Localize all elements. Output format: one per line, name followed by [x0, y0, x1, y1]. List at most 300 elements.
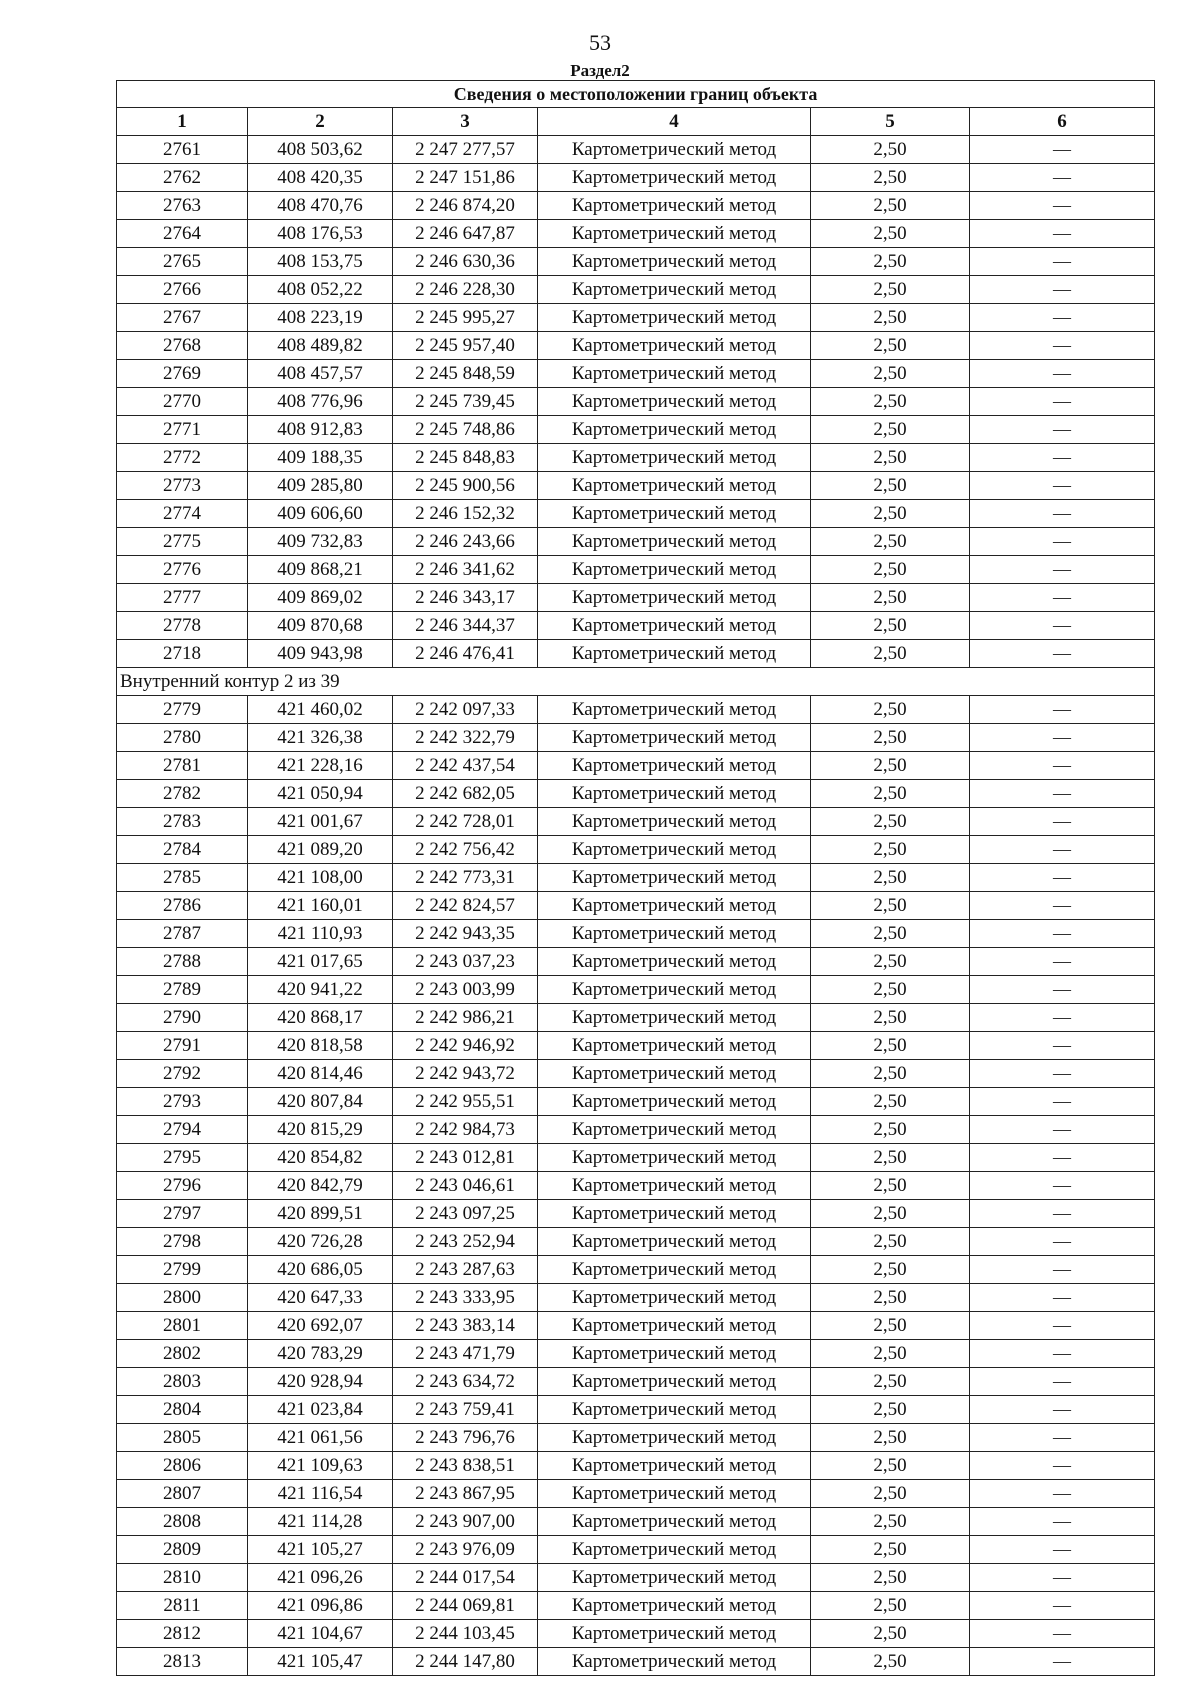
point-number-cell: 2793: [117, 1088, 248, 1116]
x-coordinate-cell: 409 188,35: [248, 444, 393, 472]
point-number-cell: 2765: [117, 248, 248, 276]
accuracy-cell: 2,50: [811, 864, 970, 892]
method-cell: Картометрический метод: [538, 808, 811, 836]
point-number-cell: 2780: [117, 724, 248, 752]
table-row: [117, 752, 1155, 780]
table-row: [117, 1284, 1155, 1312]
accuracy-cell: 2,50: [811, 696, 970, 724]
table-row: [117, 1536, 1155, 1564]
accuracy-cell: 2,50: [811, 1256, 970, 1284]
x-coordinate-cell: 420 818,58: [248, 1032, 393, 1060]
y-coordinate-cell: 2 242 943,35: [393, 920, 538, 948]
method-cell: Картометрический метод: [538, 920, 811, 948]
point-number-cell: 2764: [117, 220, 248, 248]
point-number-cell: 2771: [117, 416, 248, 444]
y-coordinate-cell: 2 243 287,63: [393, 1256, 538, 1284]
x-coordinate-cell: 420 842,79: [248, 1172, 393, 1200]
table-row: [117, 360, 1155, 388]
accuracy-cell: 2,50: [811, 640, 970, 668]
y-coordinate-cell: 2 242 322,79: [393, 724, 538, 752]
y-coordinate-cell: 2 242 824,57: [393, 892, 538, 920]
y-coordinate-cell: 2 245 748,86: [393, 416, 538, 444]
table-row: [117, 1200, 1155, 1228]
point-number-cell: 2774: [117, 500, 248, 528]
description-cell: —: [970, 1536, 1155, 1564]
point-number-cell: 2810: [117, 1564, 248, 1592]
point-number-cell: 2775: [117, 528, 248, 556]
table-row: [117, 276, 1155, 304]
point-number-cell: 2768: [117, 332, 248, 360]
accuracy-cell: 2,50: [811, 1648, 970, 1676]
y-coordinate-cell: 2 243 634,72: [393, 1368, 538, 1396]
y-coordinate-cell: 2 245 848,83: [393, 444, 538, 472]
x-coordinate-cell: 420 692,07: [248, 1312, 393, 1340]
accuracy-cell: 2,50: [811, 192, 970, 220]
point-number-cell: 2795: [117, 1144, 248, 1172]
method-cell: Картометрический метод: [538, 752, 811, 780]
point-number-cell: 2783: [117, 808, 248, 836]
description-cell: —: [970, 1088, 1155, 1116]
y-coordinate-cell: 2 245 739,45: [393, 388, 538, 416]
point-number-cell: 2813: [117, 1648, 248, 1676]
y-coordinate-cell: 2 244 103,45: [393, 1620, 538, 1648]
point-number-cell: 2781: [117, 752, 248, 780]
point-number-cell: 2802: [117, 1340, 248, 1368]
x-coordinate-cell: 421 023,84: [248, 1396, 393, 1424]
x-coordinate-cell: 420 868,17: [248, 1004, 393, 1032]
table-row: [117, 1480, 1155, 1508]
table-caption-row: [117, 81, 1155, 108]
table-row: [117, 1088, 1155, 1116]
description-cell: —: [970, 1396, 1155, 1424]
x-coordinate-cell: 421 096,26: [248, 1564, 393, 1592]
accuracy-cell: 2,50: [811, 332, 970, 360]
x-coordinate-cell: 421 160,01: [248, 892, 393, 920]
accuracy-cell: 2,50: [811, 1340, 970, 1368]
method-cell: Картометрический метод: [538, 136, 811, 164]
method-cell: Картометрический метод: [538, 724, 811, 752]
table-row: [117, 1452, 1155, 1480]
description-cell: —: [970, 248, 1155, 276]
point-number-cell: 2796: [117, 1172, 248, 1200]
accuracy-cell: 2,50: [811, 528, 970, 556]
method-cell: Картометрический метод: [538, 276, 811, 304]
accuracy-cell: 2,50: [811, 1116, 970, 1144]
point-number-cell: 2811: [117, 1592, 248, 1620]
description-cell: —: [970, 1144, 1155, 1172]
point-number-cell: 2792: [117, 1060, 248, 1088]
accuracy-cell: 2,50: [811, 500, 970, 528]
table-row: [117, 1368, 1155, 1396]
accuracy-cell: 2,50: [811, 808, 970, 836]
point-number-cell: 2798: [117, 1228, 248, 1256]
method-cell: Картометрический метод: [538, 1620, 811, 1648]
description-cell: —: [970, 1284, 1155, 1312]
description-cell: —: [970, 836, 1155, 864]
point-number-cell: 2790: [117, 1004, 248, 1032]
description-cell: —: [970, 360, 1155, 388]
y-coordinate-cell: 2 243 383,14: [393, 1312, 538, 1340]
accuracy-cell: 2,50: [811, 1144, 970, 1172]
point-number-cell: 2808: [117, 1508, 248, 1536]
accuracy-cell: 2,50: [811, 472, 970, 500]
x-coordinate-cell: 421 050,94: [248, 780, 393, 808]
description-cell: —: [970, 612, 1155, 640]
description-cell: —: [970, 892, 1155, 920]
column-header: 5: [811, 108, 970, 136]
y-coordinate-cell: 2 245 848,59: [393, 360, 538, 388]
description-cell: —: [970, 528, 1155, 556]
point-number-cell: 2777: [117, 584, 248, 612]
description-cell: —: [970, 472, 1155, 500]
y-coordinate-cell: 2 242 437,54: [393, 752, 538, 780]
point-number-cell: 2788: [117, 948, 248, 976]
method-cell: Картометрический метод: [538, 836, 811, 864]
x-coordinate-cell: 420 899,51: [248, 1200, 393, 1228]
description-cell: —: [970, 1340, 1155, 1368]
coordinates-table: [116, 80, 1155, 1676]
point-number-cell: 2787: [117, 920, 248, 948]
table-row: [117, 472, 1155, 500]
point-number-cell: 2786: [117, 892, 248, 920]
accuracy-cell: 2,50: [811, 1396, 970, 1424]
description-cell: —: [970, 780, 1155, 808]
y-coordinate-cell: 2 243 867,95: [393, 1480, 538, 1508]
table-row: [117, 1256, 1155, 1284]
accuracy-cell: 2,50: [811, 1284, 970, 1312]
y-coordinate-cell: 2 245 900,56: [393, 472, 538, 500]
table-row: [117, 1228, 1155, 1256]
point-number-cell: 2762: [117, 164, 248, 192]
accuracy-cell: 2,50: [811, 920, 970, 948]
method-cell: Картометрический метод: [538, 248, 811, 276]
method-cell: Картометрический метод: [538, 1340, 811, 1368]
x-coordinate-cell: 421 114,28: [248, 1508, 393, 1536]
accuracy-cell: 2,50: [811, 752, 970, 780]
x-coordinate-cell: 421 116,54: [248, 1480, 393, 1508]
method-cell: Картометрический метод: [538, 976, 811, 1004]
method-cell: Картометрический метод: [538, 1480, 811, 1508]
table-row: [117, 1592, 1155, 1620]
accuracy-cell: 2,50: [811, 1004, 970, 1032]
table-row: [117, 444, 1155, 472]
method-cell: Картометрический метод: [538, 1256, 811, 1284]
x-coordinate-cell: 408 503,62: [248, 136, 393, 164]
point-number-cell: 2776: [117, 556, 248, 584]
x-coordinate-cell: 421 017,65: [248, 948, 393, 976]
point-number-cell: 2772: [117, 444, 248, 472]
x-coordinate-cell: 420 647,33: [248, 1284, 393, 1312]
description-cell: —: [970, 864, 1155, 892]
contour-label-row: [117, 668, 1155, 696]
method-cell: Картометрический метод: [538, 444, 811, 472]
table-row: [117, 1312, 1155, 1340]
table-row: [117, 976, 1155, 1004]
table-row: [117, 892, 1155, 920]
point-number-cell: 2779: [117, 696, 248, 724]
table-row: [117, 1032, 1155, 1060]
description-cell: —: [970, 696, 1155, 724]
table-row: [117, 1004, 1155, 1032]
method-cell: Картометрический метод: [538, 1200, 811, 1228]
point-number-cell: 2782: [117, 780, 248, 808]
x-coordinate-cell: 421 105,27: [248, 1536, 393, 1564]
accuracy-cell: 2,50: [811, 136, 970, 164]
table-row: [117, 1508, 1155, 1536]
method-cell: Картометрический метод: [538, 472, 811, 500]
y-coordinate-cell: 2 243 976,09: [393, 1536, 538, 1564]
description-cell: —: [970, 388, 1155, 416]
x-coordinate-cell: 409 606,60: [248, 500, 393, 528]
table-row: [117, 1648, 1155, 1676]
x-coordinate-cell: 420 928,94: [248, 1368, 393, 1396]
method-cell: Картометрический метод: [538, 1648, 811, 1676]
contour-label: Внутренний контур 2 из 39: [117, 668, 1155, 696]
point-number-cell: 2800: [117, 1284, 248, 1312]
x-coordinate-cell: 421 096,86: [248, 1592, 393, 1620]
method-cell: Картометрический метод: [538, 220, 811, 248]
table-row: [117, 696, 1155, 724]
description-cell: —: [970, 808, 1155, 836]
table-row: [117, 220, 1155, 248]
accuracy-cell: 2,50: [811, 724, 970, 752]
method-cell: Картометрический метод: [538, 388, 811, 416]
description-cell: —: [970, 136, 1155, 164]
accuracy-cell: 2,50: [811, 1172, 970, 1200]
point-number-cell: 2767: [117, 304, 248, 332]
y-coordinate-cell: 2 243 796,76: [393, 1424, 538, 1452]
y-coordinate-cell: 2 244 147,80: [393, 1648, 538, 1676]
accuracy-cell: 2,50: [811, 612, 970, 640]
table-row: [117, 416, 1155, 444]
y-coordinate-cell: 2 246 341,62: [393, 556, 538, 584]
table-row: [117, 500, 1155, 528]
description-cell: —: [970, 724, 1155, 752]
x-coordinate-cell: 420 726,28: [248, 1228, 393, 1256]
description-cell: —: [970, 444, 1155, 472]
method-cell: Картометрический метод: [538, 696, 811, 724]
y-coordinate-cell: 2 243 907,00: [393, 1508, 538, 1536]
x-coordinate-cell: 408 912,83: [248, 416, 393, 444]
method-cell: Картометрический метод: [538, 584, 811, 612]
description-cell: —: [970, 1312, 1155, 1340]
table-row: [117, 808, 1155, 836]
y-coordinate-cell: 2 243 012,81: [393, 1144, 538, 1172]
x-coordinate-cell: 421 326,38: [248, 724, 393, 752]
accuracy-cell: 2,50: [811, 780, 970, 808]
table-row: [117, 164, 1155, 192]
x-coordinate-cell: 420 815,29: [248, 1116, 393, 1144]
x-coordinate-cell: 408 776,96: [248, 388, 393, 416]
y-coordinate-cell: 2 243 471,79: [393, 1340, 538, 1368]
x-coordinate-cell: 408 153,75: [248, 248, 393, 276]
x-coordinate-cell: 420 686,05: [248, 1256, 393, 1284]
point-number-cell: 2809: [117, 1536, 248, 1564]
x-coordinate-cell: 409 869,02: [248, 584, 393, 612]
method-cell: Картометрический метод: [538, 1396, 811, 1424]
method-cell: Картометрический метод: [538, 1424, 811, 1452]
column-header: 6: [970, 108, 1155, 136]
method-cell: Картометрический метод: [538, 1060, 811, 1088]
method-cell: Картометрический метод: [538, 892, 811, 920]
accuracy-cell: 2,50: [811, 1060, 970, 1088]
method-cell: Картометрический метод: [538, 1312, 811, 1340]
description-cell: —: [970, 948, 1155, 976]
table-row: [117, 332, 1155, 360]
description-cell: —: [970, 1004, 1155, 1032]
method-cell: Картометрический метод: [538, 612, 811, 640]
y-coordinate-cell: 2 242 984,73: [393, 1116, 538, 1144]
accuracy-cell: 2,50: [811, 220, 970, 248]
accuracy-cell: 2,50: [811, 1536, 970, 1564]
y-coordinate-cell: 2 242 728,01: [393, 808, 538, 836]
table-row: [117, 864, 1155, 892]
point-number-cell: 2761: [117, 136, 248, 164]
y-coordinate-cell: 2 243 097,25: [393, 1200, 538, 1228]
description-cell: —: [970, 920, 1155, 948]
table-row: [117, 528, 1155, 556]
method-cell: Картометрический метод: [538, 1032, 811, 1060]
table-body: [117, 136, 1155, 1676]
point-number-cell: 2803: [117, 1368, 248, 1396]
y-coordinate-cell: 2 243 046,61: [393, 1172, 538, 1200]
column-header: 1: [117, 108, 248, 136]
table-row: [117, 556, 1155, 584]
x-coordinate-cell: 421 108,00: [248, 864, 393, 892]
method-cell: Картометрический метод: [538, 1592, 811, 1620]
y-coordinate-cell: 2 246 476,41: [393, 640, 538, 668]
point-number-cell: 2804: [117, 1396, 248, 1424]
method-cell: Картометрический метод: [538, 1536, 811, 1564]
point-number-cell: 2773: [117, 472, 248, 500]
x-coordinate-cell: 409 870,68: [248, 612, 393, 640]
y-coordinate-cell: 2 242 955,51: [393, 1088, 538, 1116]
y-coordinate-cell: 2 246 343,17: [393, 584, 538, 612]
accuracy-cell: 2,50: [811, 360, 970, 388]
method-cell: Картометрический метод: [538, 1172, 811, 1200]
description-cell: —: [970, 1228, 1155, 1256]
method-cell: Картометрический метод: [538, 780, 811, 808]
description-cell: —: [970, 1508, 1155, 1536]
y-coordinate-cell: 2 246 630,36: [393, 248, 538, 276]
column-header: 2: [248, 108, 393, 136]
y-coordinate-cell: 2 246 243,66: [393, 528, 538, 556]
x-coordinate-cell: 421 104,67: [248, 1620, 393, 1648]
point-number-cell: 2807: [117, 1480, 248, 1508]
accuracy-cell: 2,50: [811, 276, 970, 304]
y-coordinate-cell: 2 247 151,86: [393, 164, 538, 192]
accuracy-cell: 2,50: [811, 1424, 970, 1452]
table-row: [117, 1060, 1155, 1088]
point-number-cell: 2794: [117, 1116, 248, 1144]
table-row: [117, 640, 1155, 668]
y-coordinate-cell: 2 242 946,92: [393, 1032, 538, 1060]
table-row: [117, 836, 1155, 864]
x-coordinate-cell: 408 420,35: [248, 164, 393, 192]
section-title: Раздел2: [570, 61, 630, 80]
method-cell: Картометрический метод: [538, 192, 811, 220]
x-coordinate-cell: 409 732,83: [248, 528, 393, 556]
description-cell: —: [970, 1256, 1155, 1284]
point-number-cell: 2791: [117, 1032, 248, 1060]
y-coordinate-cell: 2 243 333,95: [393, 1284, 538, 1312]
y-coordinate-cell: 2 244 069,81: [393, 1592, 538, 1620]
accuracy-cell: 2,50: [811, 388, 970, 416]
table-row: [117, 1172, 1155, 1200]
table-row: [117, 304, 1155, 332]
accuracy-cell: 2,50: [811, 304, 970, 332]
table-row: [117, 780, 1155, 808]
x-coordinate-cell: 408 052,22: [248, 276, 393, 304]
column-header: 3: [393, 108, 538, 136]
table-caption: Сведения о местоположении границ объекта: [117, 81, 1155, 108]
x-coordinate-cell: 409 285,80: [248, 472, 393, 500]
point-number-cell: 2812: [117, 1620, 248, 1648]
x-coordinate-cell: 420 854,82: [248, 1144, 393, 1172]
table-row: [117, 1340, 1155, 1368]
y-coordinate-cell: 2 242 943,72: [393, 1060, 538, 1088]
y-coordinate-cell: 2 244 017,54: [393, 1564, 538, 1592]
y-coordinate-cell: 2 243 838,51: [393, 1452, 538, 1480]
table-row: [117, 584, 1155, 612]
description-cell: —: [970, 332, 1155, 360]
accuracy-cell: 2,50: [811, 1620, 970, 1648]
accuracy-cell: 2,50: [811, 1480, 970, 1508]
accuracy-cell: 2,50: [811, 1368, 970, 1396]
point-number-cell: 2769: [117, 360, 248, 388]
method-cell: Картометрический метод: [538, 1452, 811, 1480]
table-row: [117, 920, 1155, 948]
table-row: [117, 248, 1155, 276]
description-cell: —: [970, 276, 1155, 304]
y-coordinate-cell: 2 247 277,57: [393, 136, 538, 164]
method-cell: Картометрический метод: [538, 1368, 811, 1396]
description-cell: —: [970, 416, 1155, 444]
x-coordinate-cell: 408 176,53: [248, 220, 393, 248]
method-cell: Картометрический метод: [538, 332, 811, 360]
method-cell: Картометрический метод: [538, 360, 811, 388]
table-row: [117, 1396, 1155, 1424]
accuracy-cell: 2,50: [811, 1592, 970, 1620]
table-row: [117, 724, 1155, 752]
description-cell: —: [970, 752, 1155, 780]
description-cell: —: [970, 1060, 1155, 1088]
y-coordinate-cell: 2 242 773,31: [393, 864, 538, 892]
accuracy-cell: 2,50: [811, 976, 970, 1004]
point-number-cell: 2789: [117, 976, 248, 1004]
y-coordinate-cell: 2 243 252,94: [393, 1228, 538, 1256]
x-coordinate-cell: 408 470,76: [248, 192, 393, 220]
accuracy-cell: 2,50: [811, 1228, 970, 1256]
accuracy-cell: 2,50: [811, 444, 970, 472]
table-row: [117, 948, 1155, 976]
method-cell: Картометрический метод: [538, 1116, 811, 1144]
description-cell: —: [970, 500, 1155, 528]
description-cell: —: [970, 1200, 1155, 1228]
y-coordinate-cell: 2 246 344,37: [393, 612, 538, 640]
accuracy-cell: 2,50: [811, 836, 970, 864]
description-cell: —: [970, 1424, 1155, 1452]
y-coordinate-cell: 2 243 003,99: [393, 976, 538, 1004]
column-header: 4: [538, 108, 811, 136]
x-coordinate-cell: 421 228,16: [248, 752, 393, 780]
x-coordinate-cell: 420 783,29: [248, 1340, 393, 1368]
x-coordinate-cell: 421 109,63: [248, 1452, 393, 1480]
description-cell: —: [970, 1452, 1155, 1480]
column-header-row: [117, 108, 1155, 136]
accuracy-cell: 2,50: [811, 1564, 970, 1592]
x-coordinate-cell: 421 061,56: [248, 1424, 393, 1452]
